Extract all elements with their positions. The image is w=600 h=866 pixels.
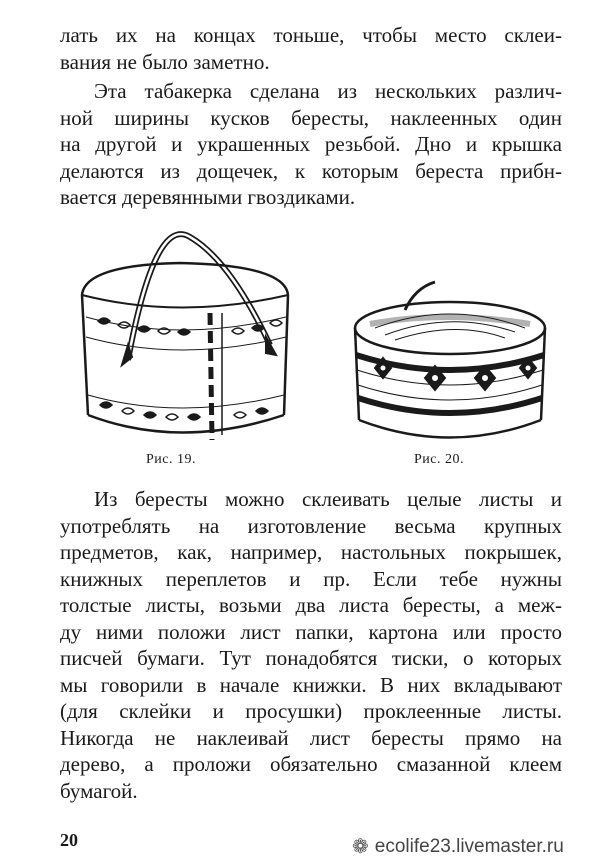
text-line: делаются из дощечек, к которым береста прибн- [60,158,562,183]
text-line: ной ширины кусков бересты, наклеенных один [60,105,562,130]
text-line: предметов, как, например, настольных покрышек, [60,540,562,564]
figure-19-caption: Рис. 19. [146,452,196,467]
text-line: ду ними положи лист папки, картона или просто [60,619,562,644]
text-line: толстые листы, возьми два листа бересты, а меж- [60,593,562,617]
flower-icon: ❁ [352,836,369,858]
text-line: Никогда не наклеивай лист бересты прямо на [60,725,562,750]
text-line: Из бересты можно склеивать целые листы и [94,487,562,511]
watermark-text: ecolife23.livemaster.ru [374,835,564,857]
text-line: лать их на концах тоньше, чтобы место склеи- [60,23,562,47]
text-line: на другой и украшенных резьбой. Дно и крышка [60,132,562,156]
text-line: мы говорили в начале книжки. В них вкладывают [60,672,562,697]
figure-20-snuffbox [345,280,555,450]
text-line: книжных переплетов и пр. Если тебе нужны [60,566,562,591]
paragraph-1 [60,22,562,75]
text-line: употреблять на изготовление весьма крупных [60,513,562,538]
text-line: писчей бумаги. Тут понадобятся тиски, о которых [60,646,562,670]
watermark [352,834,564,859]
text-line: вания не было заметно. [60,49,270,74]
paragraph-2 [60,78,562,211]
figure-20-caption: Рис. 20. [414,452,464,467]
text-line: Эта табакерка сделана из нескольких различ- [94,79,562,103]
figure-19-basket [70,225,300,455]
text-line: вается деревянными гвоздиками. [60,185,356,209]
text-line: дерево, а проложи обязательно смазанной клеем [60,752,562,776]
page-number: 20 [60,830,78,850]
text-line: (для склейки и просушки) проклеенные листы. [60,699,562,723]
text-line: бумагой. [60,778,138,803]
paragraph-3 [60,486,562,804]
